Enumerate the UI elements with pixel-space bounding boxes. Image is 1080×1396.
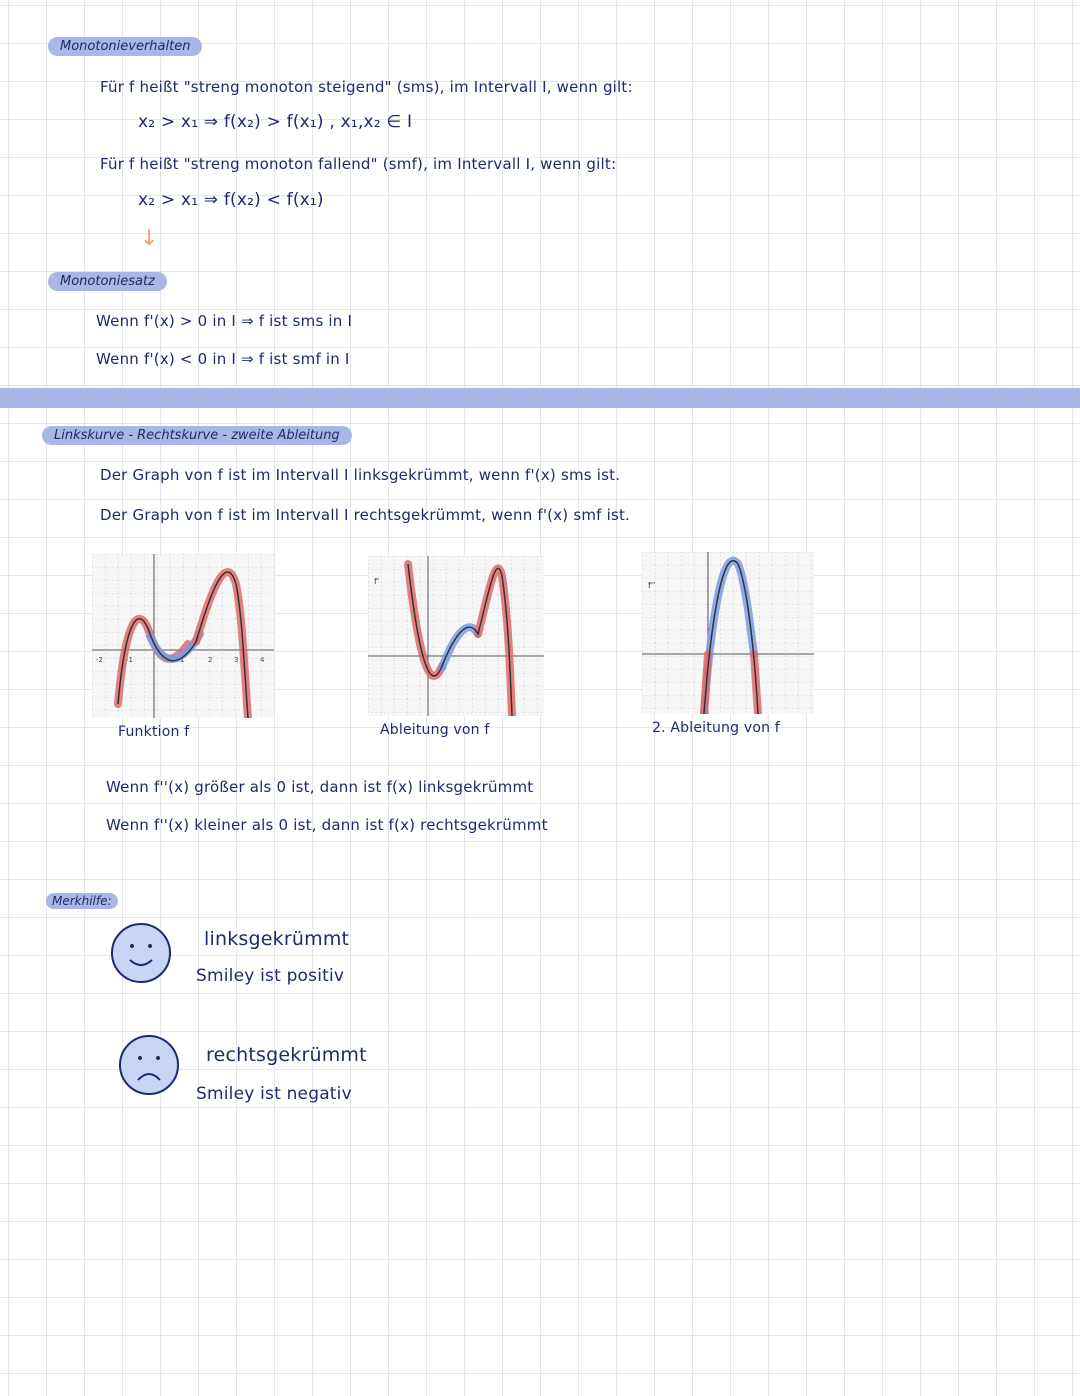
graph-derivative (368, 556, 544, 716)
tick-label: 2 (208, 656, 213, 664)
derivative-label: f' (374, 577, 380, 586)
graph-function-f (92, 554, 274, 718)
sad-label: rechtsgekrümmt (206, 1044, 367, 1066)
linkskurve-definition: Der Graph von f ist im Intervall I linksgekrümmt, wenn f'(x) sms ist. (100, 466, 621, 484)
tick-label: -1 (126, 656, 133, 664)
graph-second-derivative (642, 552, 814, 714)
caption-second-derivative: 2. Ableitung von f (652, 720, 780, 736)
caption-function-f: Funktion f (118, 724, 190, 740)
sad-sub: Smiley ist negativ (196, 1084, 352, 1104)
monotoniesatz-line-2: Wenn f'(x) < 0 in I ⇒ f ist smf in I (96, 350, 350, 368)
heading-merkhilfe: Merkhilfe: (46, 893, 118, 909)
happy-sub: Smiley ist positiv (196, 966, 345, 986)
tick-label: 3 (234, 656, 239, 664)
tick-label: -2 (96, 656, 103, 664)
conclusion-linksgekrummt: Wenn f''(x) größer als 0 ist, dann ist f(x) linksgekrümmt (106, 778, 534, 796)
heading-monotoniesatz: Monotoniesatz (48, 272, 167, 291)
second-derivative-label: f'' (648, 581, 656, 590)
down-arrow-icon: ↓ (140, 226, 159, 251)
conclusion-rechtsgekrummt: Wenn f''(x) kleiner als 0 ist, dann ist f(x) rechtsgekrümmt (106, 816, 548, 834)
tick-label: 4 (260, 656, 265, 664)
heading-monotonieverhalten: Monotonieverhalten (48, 37, 202, 56)
happy-smiley-icon (108, 920, 174, 986)
section-divider (0, 388, 1080, 408)
caption-derivative: Ableitung von f (380, 722, 490, 738)
definition-sms: Für f heißt "streng monoton steigend" (sms), im Intervall I, wenn gilt: (100, 78, 633, 96)
sad-smiley-icon (116, 1032, 182, 1098)
definition-smf: Für f heißt "streng monoton fallend" (smf), im Intervall I, wenn gilt: (100, 155, 617, 173)
formula-sms: x₂ > x₁ ⇒ f(x₂) > f(x₁) , x₁,x₂ ∈ I (138, 112, 413, 132)
tick-label: 1 (180, 656, 185, 664)
heading-krummung: Linkskurve - Rechtskurve - zweite Ableitung (42, 426, 352, 445)
formula-smf: x₂ > x₁ ⇒ f(x₂) < f(x₁) (138, 190, 324, 210)
monotoniesatz-line-1: Wenn f'(x) > 0 in I ⇒ f ist sms in I (96, 312, 353, 330)
happy-label: linksgekrümmt (204, 928, 350, 950)
rechtskurve-definition: Der Graph von f ist im Intervall I rechtsgekrümmt, wenn f'(x) smf ist. (100, 506, 631, 524)
